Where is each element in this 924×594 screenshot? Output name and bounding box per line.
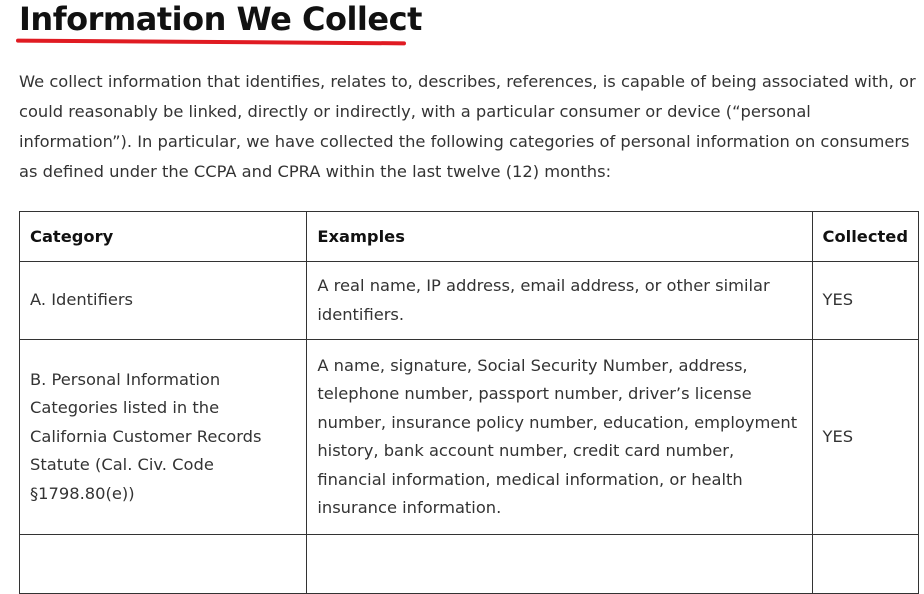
cell-examples: A real name, IP address, email address, or other similar identifiers. (307, 262, 812, 340)
cell-empty (307, 535, 812, 594)
cell-empty (812, 535, 918, 594)
title-underline (16, 39, 406, 46)
personal-info-table (19, 211, 919, 594)
cell-category: A. Identifiers (20, 262, 307, 340)
cell-empty (20, 535, 307, 594)
table-row (20, 340, 919, 535)
cell-collected: YES (812, 340, 918, 535)
header-collected: Collected (812, 212, 918, 262)
header-category: Category (20, 212, 307, 262)
page-title: Information We Collect (19, 0, 422, 38)
table-row (20, 262, 919, 340)
cell-category: B. Personal Information Categories listed in the California Customer Records Statute (Cal. Civ. Code §1798.80(e)) (20, 340, 307, 535)
cell-examples: A name, signature, Social Security Number, address, telephone number, passport number, driver’s license number, insurance policy number, education, employment history, bank account number, credit card number, financial information, medical information, or health insurance information. (307, 340, 812, 535)
table-row-partial (20, 535, 919, 594)
heading-block (19, 0, 422, 38)
table-header-row (20, 212, 919, 262)
cell-collected: YES (812, 262, 918, 340)
intro-paragraph: We collect information that identifies, relates to, describes, references, is capable of being associated with, or could reasonably be linked, directly or indirectly, with a particular consumer or device (“personal information”). In particular, we have collected the following categories of personal information on consumers as defined under the CCPA and CPRA within the last twelve (12) months: (19, 72, 916, 181)
header-examples: Examples (307, 212, 812, 262)
